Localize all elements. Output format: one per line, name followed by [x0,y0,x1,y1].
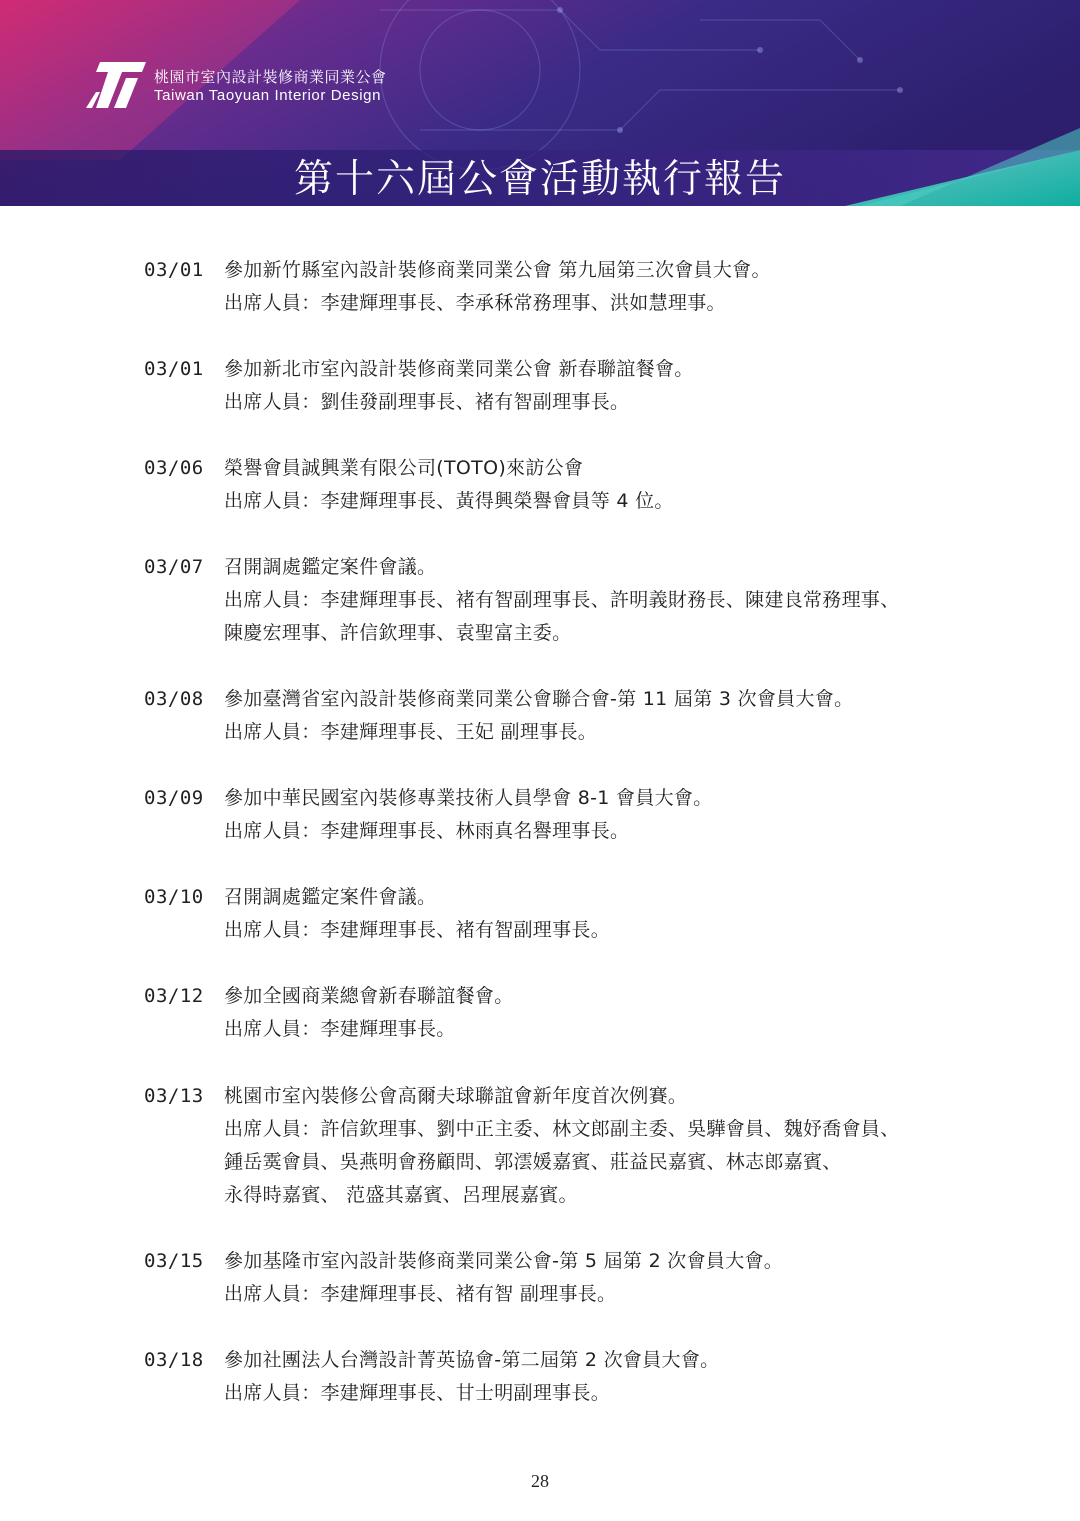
entry-description: 參加新北市室內設計裝修商業同業公會 新春聯誼餐會。 [224,358,694,380]
entry-date: 03/09 [144,787,204,809]
association-logo [86,62,146,108]
entry-date: 03/07 [144,556,204,578]
entry-description: 參加社團法人台灣設計菁英協會-第二屆第 2 次會員大會。 [224,1349,720,1371]
entry-description: 榮譽會員誠興業有限公司(TOTO)來訪公會 [224,457,584,479]
entry-attendees: 出席人員：李建輝理事長、甘士明副理事長。 [224,1382,611,1404]
entry-date: 03/15 [144,1250,204,1272]
entry-description: 參加臺灣省室內設計裝修商業同業公會聯合會-第 11 屆第 3 次會員大會。 [224,688,854,710]
entry-attendees-continued: 永得時嘉賓、 范盛其嘉賓、呂理展嘉賓。 [224,1184,578,1206]
entry-attendees: 出席人員：李建輝理事長、李承秝常務理事、洪如慧理事。 [224,292,726,314]
entry-date: 03/01 [144,358,204,380]
entry-description: 參加中華民國室內裝修專業技術人員學會 8-1 會員大會。 [224,787,713,809]
entry-description: 參加全國商業總會新春聯誼餐會。 [224,985,514,1007]
entry-date: 03/01 [144,259,204,281]
page-number: 28 [531,1471,549,1491]
entry-date: 03/18 [144,1349,204,1371]
entry-attendees: 出席人員：李建輝理事長、褚有智副理事長。 [224,919,611,941]
entry-description: 桃園市室內裝修公會高爾夫球聯誼會新年度首次例賽。 [224,1085,688,1107]
entry-description: 召開調處鑑定案件會議。 [224,556,437,578]
entry-date: 03/12 [144,985,204,1007]
entry-attendees: 出席人員：李建輝理事長、王妃 副理事長。 [224,721,598,743]
association-name-english: Taiwan Taoyuan Interior Design [154,87,382,104]
entry-attendees: 出席人員：李建輝理事長、褚有智副理事長、許明義財務長、陳建良常務理事、 [224,589,900,611]
entry-attendees: 出席人員：劉佳發副理事長、褚有智副理事長。 [224,391,630,413]
entry-description: 參加新竹縣室內設計裝修商業同業公會 第九屆第三次會員大會。 [224,259,771,281]
association-name-chinese: 桃園市室內設計裝修商業同業公會 [154,68,387,86]
entry-attendees-continued: 陳慶宏理事、許信欽理事、袁聖富主委。 [224,622,572,644]
entry-attendees: 出席人員：李建輝理事長、黃得興榮譽會員等 4 位。 [224,490,674,512]
entry-attendees: 出席人員：李建輝理事長。 [224,1018,456,1040]
entry-description: 召開調處鑑定案件會議。 [224,886,437,908]
entry-attendees-continued: 鍾岳霙會員、吳燕明會務顧問、郭澐媛嘉賓、莊益民嘉賓、林志郎嘉賓、 [224,1151,842,1173]
entry-attendees: 出席人員：李建輝理事長、林雨真名譽理事長。 [224,820,630,842]
entry-attendees: 出席人員：李建輝理事長、褚有智 副理事長。 [224,1283,617,1305]
entry-date: 03/13 [144,1085,204,1107]
entry-attendees: 出席人員：許信欽理事、劉中正主委、林文郎副主委、吳驊會員、魏妤喬會員、 [224,1118,900,1140]
entry-date: 03/06 [144,457,204,479]
entry-date: 03/10 [144,886,204,908]
entry-date: 03/08 [144,688,204,710]
entry-description: 參加基隆市室內設計裝修商業同業公會-第 5 屆第 2 次會員大會。 [224,1250,784,1272]
page-title: 第十六屆公會活動執行報告 [293,157,786,202]
